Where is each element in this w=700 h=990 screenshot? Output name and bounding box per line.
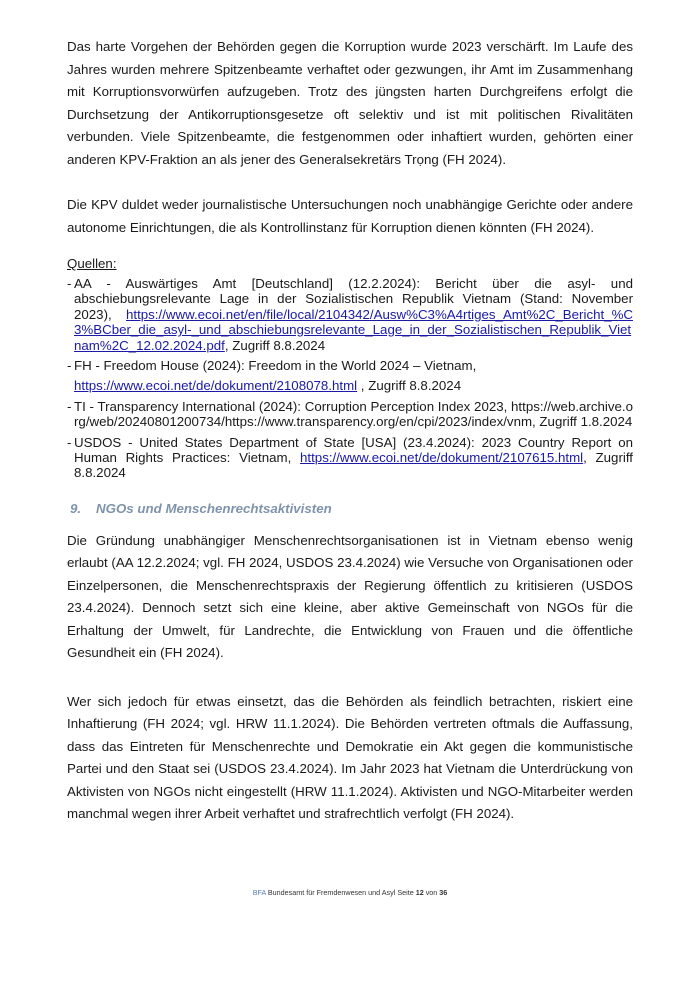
source-aa [67, 276, 633, 353]
sources-heading: Quellen: [67, 256, 117, 271]
document-page [67, 36, 633, 826]
source-usdos-access: , Zugriff 8.8.2024 [74, 450, 633, 481]
list-dash: - [67, 358, 72, 374]
page-footer [0, 888, 700, 897]
footer-of-label: von [423, 888, 440, 897]
source-usdos-text: USDOS - United States Department of State [USA] (23.4.2024): 2023 Country Report on Human Rights Practices: Vietnam, [74, 434, 633, 466]
source-fh-access: , Zugriff 8.8.2024 [357, 378, 462, 394]
source-fh-text: FH - Freedom House (2024): Freedom in the World 2024 – Vietnam, [74, 358, 477, 374]
footer-org-name: Bundesamt für Fremdenwesen und Asyl Seite [265, 888, 416, 897]
source-aa-access: , Zugriff 8.8.2024 [224, 337, 326, 353]
paragraph-corruption-crackdown: Das harte Vorgehen der Behörden gegen die Korruption wurde 2023 verschärft. Im Laufe des Jahres wurden mehrere Spitzenbeamte verhaftet oder gezwungen, ihr Amt im Zusammenhang mit Korruptionsvorwürfen aufzugeben. Trotz des jüngsten harten Durchgreifens erfolgt die Durchsetzung der Antikorruptionsgesetze oft selektiv und ist mit politischen Rivalitäten verbunden. Viele Spitzenbeamte, die festgenommen oder inhaftiert wurden, gehörten einer anderen KPV-Fraktion an als jener des Generalsekretärs Trọng (FH 2024). [67, 39, 633, 167]
footer-page-total: 36 [439, 888, 448, 897]
source-usdos [67, 435, 633, 481]
footer-page-number: 12 [415, 888, 424, 897]
sources-list [67, 276, 633, 481]
source-fh [67, 358, 633, 394]
paragraph-ngo-founding: Die Gründung unabhängiger Menschenrechtsorganisationen ist in Vietnam ebenso wenig erlaubt (AA 12.2.2024; vgl. FH 2024, USDOS 23.4.2024) wie Versuche von Organisationen oder Einzelpersonen, die Menschenrechtspraxis der Regierung öffentlich zu kritisieren (USDOS 23.4.2024). Dennoch setzt sich eine kleine, aber aktive Gemeinschaft von NGOs für die Erhaltung der Umwelt, für Landrechte, die Entwicklung von Frauen und die öffentliche Gesundheit ein (FH 2024). [67, 532, 633, 661]
source-aa-text: AA - Auswärtiges Amt [Deutschland] (12.2.2024): Bericht über die asyl- und abschiebungsrelevante Lage in der Sozialistischen Republik Vietnam (Stand: November 2023), [74, 276, 633, 322]
section-heading [67, 500, 633, 518]
source-aa-link[interactable]: https://www.ecoi.net/en/file/local/2104342/Ausw%C3%A4rtiges_Amt%2C_Bericht_%C3%BCber_die_asyl-_und_abschiebungsrelevante_Lage_in_der_Sozialistischen_Republik_Vietnam%2C_12.02.2024.pdf [74, 306, 633, 353]
section-title: NGOs und Menschenrechtsaktivisten [96, 500, 332, 516]
list-dash: - [67, 434, 72, 450]
source-fh-link[interactable]: https://www.ecoi.net/de/dokument/2108078.html [74, 378, 358, 394]
source-usdos-link[interactable]: https://www.ecoi.net/de/dokument/2107615.html [300, 450, 584, 466]
list-dash: - [67, 276, 72, 291]
footer-org-abbr: BFA [252, 888, 266, 897]
source-ti-text: TI - Transparency International (2024): Corruption Perception Index 2023, https://web.archive.org/web/20240801200734/https://www.transparency.org/en/cpi/2023/index/vnm, Zugriff 1.8.2024 [74, 398, 633, 430]
source-ti [67, 399, 633, 430]
paragraph-activists-detention: Wer sich jedoch für etwas einsetzt, das die Behörden als feindlich betrachten, riskiert eine Inhaftierung (FH 2024; vgl. HRW 11.1.2024). Die Behörden vertreten oftmals die Auffassung, dass das Eintreten für Menschenrechte und Demokratie ein Akt gegen die kommunistische Partei und den Staat sei (USDOS 23.4.2024). Im Jahr 2023 hat Vietnam die Unterdrückung von Aktivisten von NGOs nicht eingestellt (HRW 11.1.2024). Aktivisten und NGO-Mitarbeiter werden manchmal wegen ihrer Arbeit verhaftet und strafrechtlich verfolgt (FH 2024). [67, 693, 633, 822]
list-dash: - [67, 398, 72, 414]
paragraph-kpv-control: Die KPV duldet weder journalistische Untersuchungen noch unabhängige Gerichte oder andere autonome Einrichtungen, die als Kontrollinstanz für Korruption dienen könnten (FH 2024). [67, 197, 633, 235]
section-number: 9. [70, 500, 82, 516]
